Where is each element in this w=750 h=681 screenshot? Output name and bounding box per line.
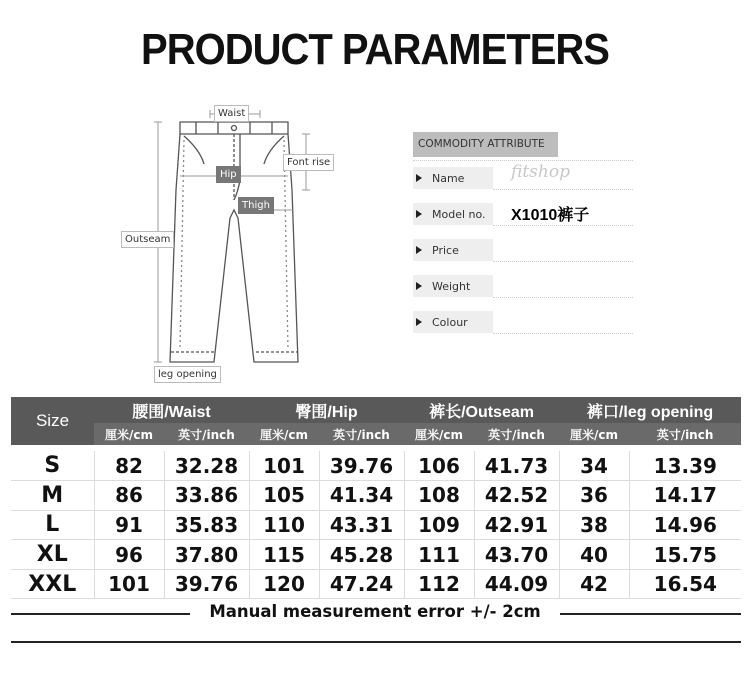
table-cell: 101 (94, 569, 164, 599)
table-cell: 15.75 (629, 540, 741, 570)
table-cell: 14.96 (629, 510, 741, 540)
model-number-value: X1010裤子 (511, 207, 590, 224)
table-cell: 14.17 (629, 481, 741, 511)
unit-inch-header: 英寸/inch (164, 423, 249, 445)
bullet-arrow-icon (416, 174, 422, 182)
table-row (11, 569, 741, 599)
table-cell: 16.54 (629, 569, 741, 599)
divider (413, 160, 633, 161)
bullet-arrow-icon (416, 318, 422, 326)
hip-column-header: 臀围/Hip (249, 397, 404, 423)
attribute-label: Name (432, 172, 465, 185)
bullet-arrow-icon (416, 210, 422, 218)
table-cell: 13.39 (629, 451, 741, 481)
measurement-note: Manual measurement error +/- 2cm (209, 602, 541, 621)
size-cell: L (11, 510, 94, 540)
waist-column-header: 腰围/Waist (94, 397, 249, 423)
bullet-arrow-icon (416, 246, 422, 254)
table-cell: 32.28 (164, 451, 249, 481)
table-cell: 39.76 (319, 451, 404, 481)
table-cell: 43.70 (474, 540, 559, 570)
attribute-row-price (413, 229, 633, 265)
size-column-header: Size (11, 397, 94, 445)
attribute-label: Colour (432, 316, 468, 329)
attribute-row-colour (413, 301, 633, 337)
table-cell: 106 (404, 451, 474, 481)
table-cell: 42.52 (474, 481, 559, 511)
size-chart-table (11, 397, 741, 599)
table-cell: 120 (249, 569, 319, 599)
table-cell: 111 (404, 540, 474, 570)
table-cell: 91 (94, 510, 164, 540)
size-cell: M (11, 481, 94, 511)
attribute-label: Price (432, 244, 459, 257)
table-cell: 41.34 (319, 481, 404, 511)
table-cell: 86 (94, 481, 164, 511)
waist-label: Waist (214, 105, 249, 122)
attribute-row-weight (413, 265, 633, 301)
table-cell: 115 (249, 540, 319, 570)
font-rise-label: Font rise (283, 154, 334, 171)
table-row (11, 481, 741, 511)
table-cell: 39.76 (164, 569, 249, 599)
table-cell: 37.80 (164, 540, 249, 570)
table-cell: 47.24 (319, 569, 404, 599)
table-row (11, 540, 741, 570)
table-cell: 42.91 (474, 510, 559, 540)
unit-inch-header: 英寸/inch (319, 423, 404, 445)
size-cell: XL (11, 540, 94, 570)
divider (11, 641, 741, 643)
table-cell: 36 (559, 481, 629, 511)
unit-cm-header: 厘米/cm (94, 423, 164, 445)
table-cell: 108 (404, 481, 474, 511)
table-cell: 112 (404, 569, 474, 599)
table-cell: 33.86 (164, 481, 249, 511)
table-row (11, 510, 741, 540)
unit-cm-header: 厘米/cm (404, 423, 474, 445)
attribute-label: Model no. (432, 208, 486, 221)
table-cell: 109 (404, 510, 474, 540)
table-cell: 42 (559, 569, 629, 599)
page-title: PRODUCT PARAMETERS (141, 26, 609, 74)
pants-diagram (118, 100, 338, 390)
table-cell: 40 (559, 540, 629, 570)
size-table-body (11, 445, 741, 599)
unit-inch-header: 英寸/inch (629, 423, 741, 445)
table-cell: 43.31 (319, 510, 404, 540)
table-cell: 96 (94, 540, 164, 570)
unit-cm-header: 厘米/cm (559, 423, 629, 445)
thigh-label: Thigh (238, 197, 274, 214)
unit-inch-header: 英寸/inch (474, 423, 559, 445)
outseam-column-header: 裤长/Outseam (404, 397, 559, 423)
unit-cm-header: 厘米/cm (249, 423, 319, 445)
table-cell: 110 (249, 510, 319, 540)
table-row (11, 451, 741, 481)
table-cell: 101 (249, 451, 319, 481)
bullet-arrow-icon (416, 282, 422, 290)
hip-label: Hip (216, 166, 241, 183)
table-cell: 38 (559, 510, 629, 540)
leg-opening-label: leg opening (154, 366, 221, 383)
table-cell: 35.83 (164, 510, 249, 540)
brand-logo: fitshop (511, 162, 570, 182)
table-cell: 41.73 (474, 451, 559, 481)
attribute-row-name (413, 157, 633, 193)
commodity-attribute-panel (413, 132, 633, 337)
table-cell: 105 (249, 481, 319, 511)
size-cell: XXL (11, 569, 94, 599)
table-cell: 44.09 (474, 569, 559, 599)
attribute-row-model (413, 193, 633, 229)
outseam-label: Outseam (121, 231, 174, 248)
leg-opening-column-header: 裤口/leg opening (559, 397, 741, 423)
size-cell: S (11, 451, 94, 481)
attribute-label: Weight (432, 280, 471, 293)
attribute-header: COMMODITY ATTRIBUTE (413, 132, 558, 157)
table-cell: 45.28 (319, 540, 404, 570)
table-cell: 82 (94, 451, 164, 481)
table-cell: 34 (559, 451, 629, 481)
